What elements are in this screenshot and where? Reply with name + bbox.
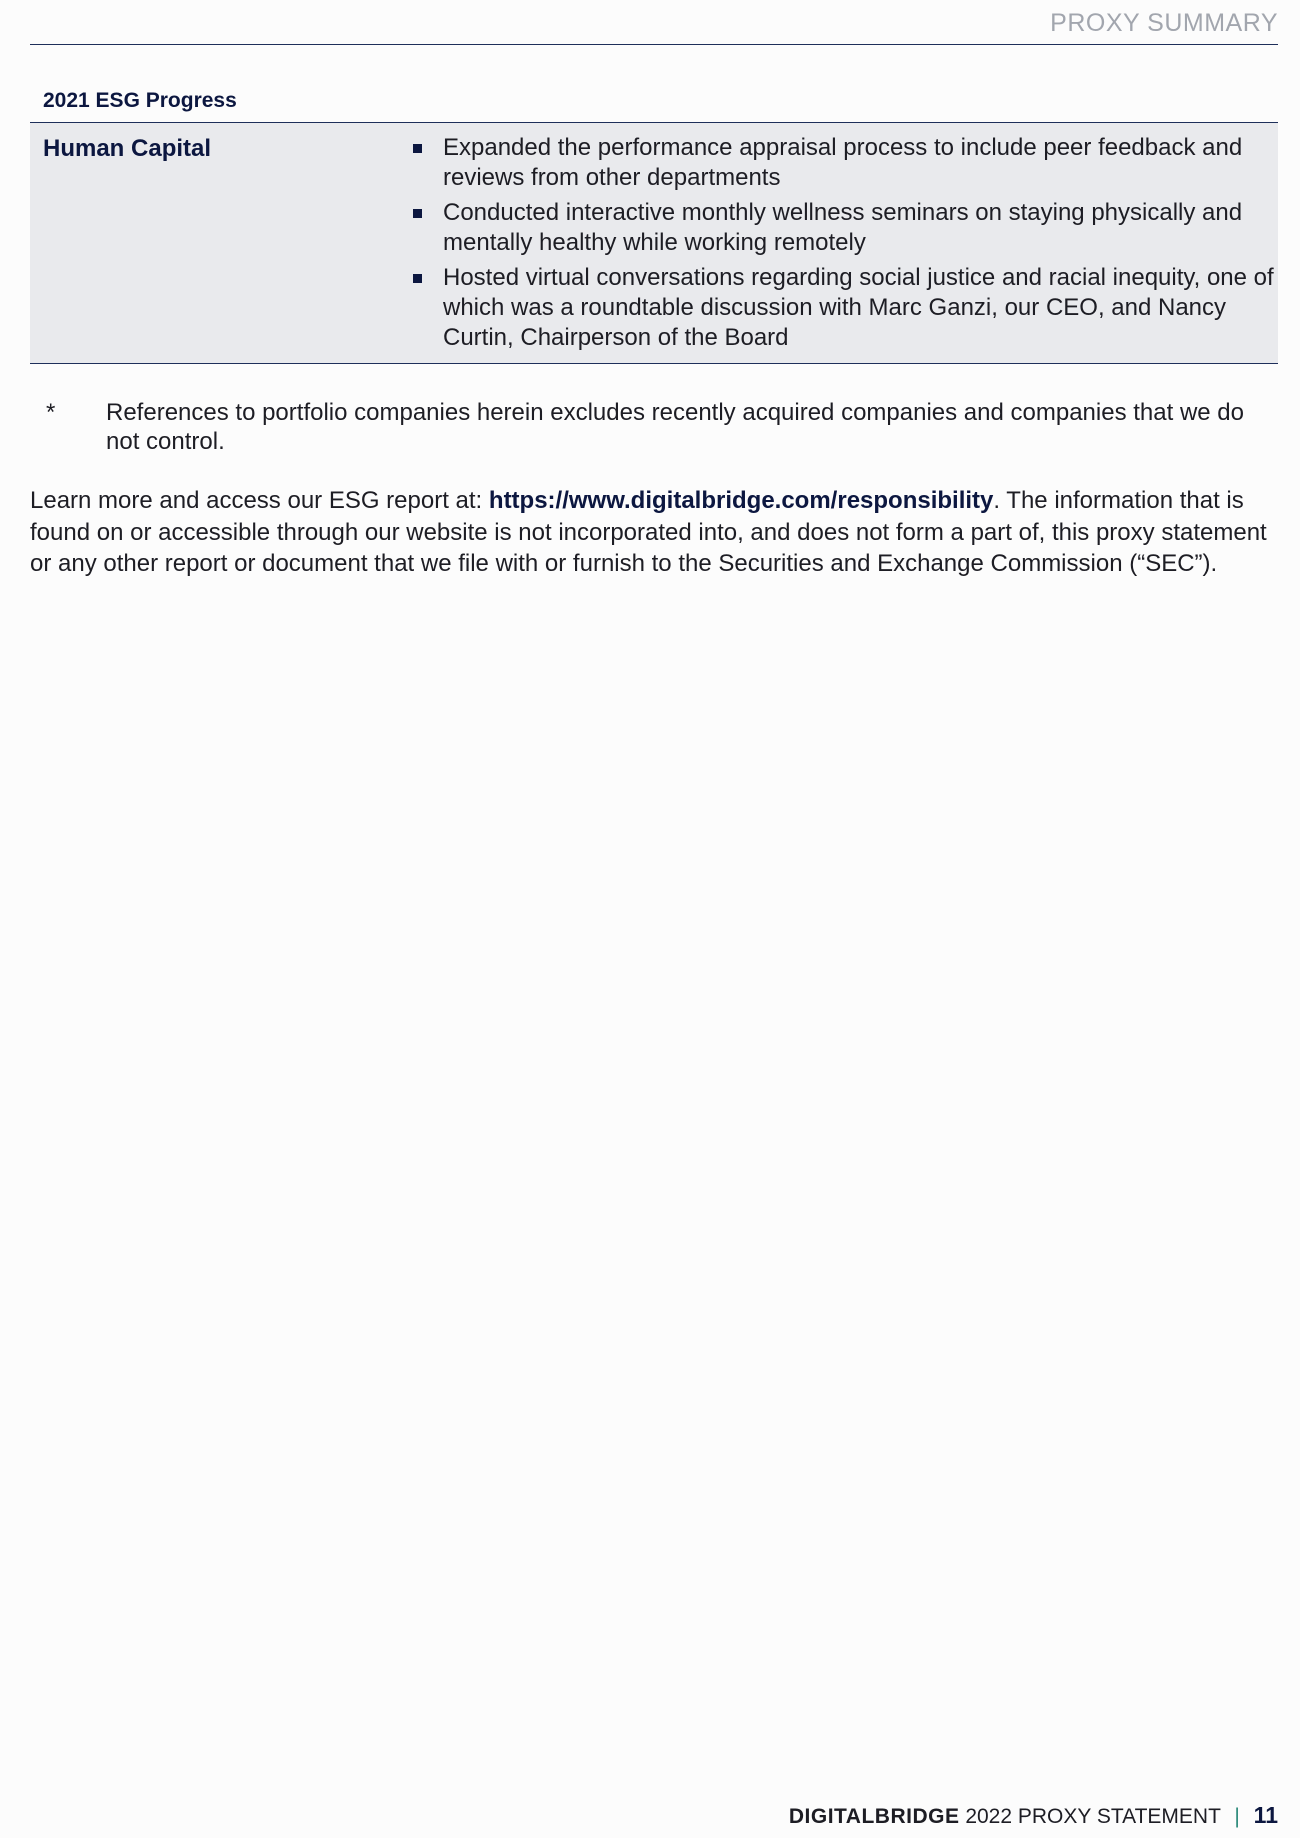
- bullet-list: [383, 133, 1278, 358]
- square-bullet-icon: [413, 144, 422, 153]
- bullet-text: Conducted interactive monthly wellness seminars on staying physically and mentally healthy while working remotely: [443, 199, 1243, 256]
- esg-progress-table: [30, 122, 1278, 364]
- square-bullet-icon: [413, 274, 422, 283]
- section-header-label: PROXY SUMMARY: [1050, 9, 1278, 37]
- footnote-text: References to portfolio companies herein excludes recently acquired companies and companies that we do not control.: [106, 399, 1244, 455]
- footer-separator: |: [1234, 1805, 1240, 1828]
- list-item: [383, 133, 1278, 193]
- esg-report-link[interactable]: https://www.digitalbridge.com/responsibility: [488, 487, 994, 514]
- bullet-text: Hosted virtual conversations regarding social justice and racial inequity, one of which was a roundtable discussion with Marc Ganzi, our CEO, and Nancy Curtin, Chairperson of the Board: [443, 264, 1274, 351]
- square-bullet-icon: [413, 209, 422, 218]
- footnote-asterisk: *: [46, 399, 56, 426]
- paragraph-disclaimer: . The information that is found on or accessible through our website is not incorporated into, and does not form a part of, this proxy statement or any other report or document that we file with or furnish to the Securities and Exchange Commission (“SEC”).: [30, 487, 1267, 577]
- page-header: [30, 0, 1278, 45]
- list-item: [383, 263, 1278, 353]
- list-item: [383, 198, 1278, 258]
- footnote: [30, 398, 1278, 456]
- footer-document-title: 2022 PROXY STATEMENT: [965, 1805, 1221, 1828]
- section-title: 2021 ESG Progress: [43, 89, 237, 112]
- page-number: 11: [1253, 1802, 1278, 1828]
- paragraph-intro: Learn more and access our ESG report at:: [30, 487, 489, 514]
- bullet-text: Expanded the performance appraisal process to include peer feedback and reviews from other departments: [443, 134, 1243, 191]
- row-label-human-capital: Human Capital: [43, 135, 212, 162]
- page-footer: [789, 1802, 1278, 1829]
- esg-report-paragraph: [30, 485, 1280, 580]
- footer-brand: DIGITALBRIDGE: [788, 1805, 960, 1828]
